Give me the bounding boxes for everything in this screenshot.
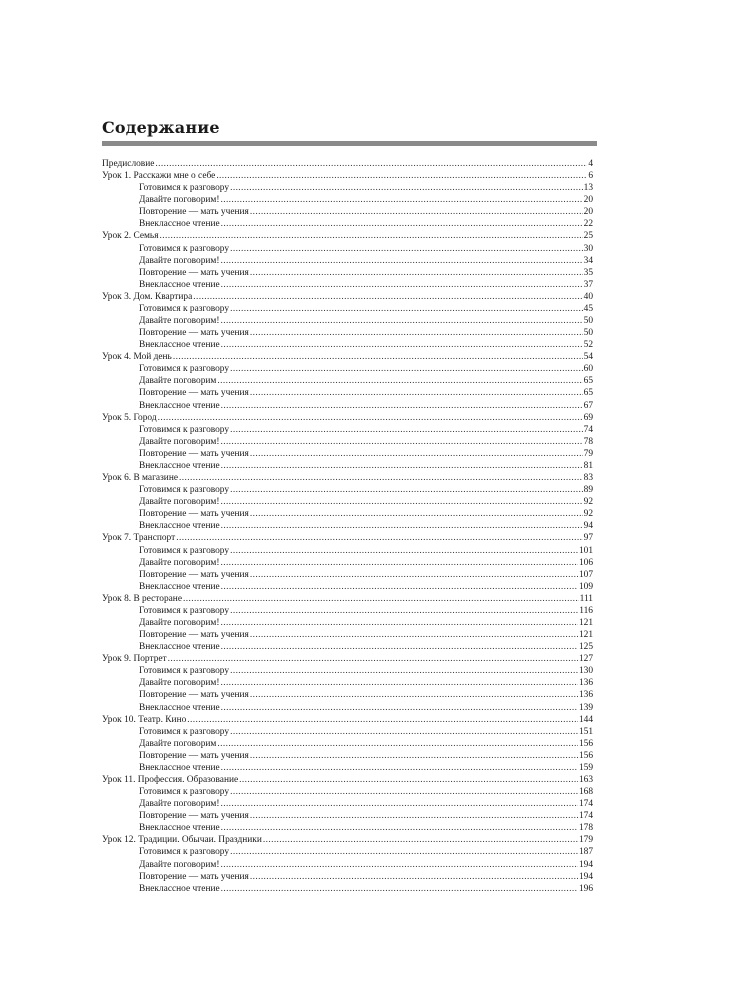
toc-page-number: 50 xyxy=(583,316,593,327)
toc-entry-label: Давайте поговорим xyxy=(139,738,217,749)
toc-dot-leader xyxy=(230,182,583,194)
toc-entry-label: Внеклассное чтение xyxy=(139,823,220,834)
toc-entry-label: Урок 6. В магазине xyxy=(102,473,178,484)
toc-dot-leader xyxy=(187,714,578,726)
toc-page-number: 159 xyxy=(578,762,593,773)
toc-entry-label: Предисловие xyxy=(102,159,155,169)
toc-entry-label: Готовимся к разговору xyxy=(139,847,230,858)
toc-entry-label: Повторение — мать учения xyxy=(139,750,249,761)
toc-entry-label: Готовимся к разговору xyxy=(139,424,230,435)
toc-dot-leader xyxy=(250,448,583,460)
toc-page-number: 178 xyxy=(578,823,593,834)
toc-entry-label: Повторение — мать учения xyxy=(139,267,249,278)
toc-dot-leader xyxy=(217,738,578,750)
toc-dot-leader xyxy=(220,798,577,810)
toc-dot-leader xyxy=(220,617,577,629)
toc-page-number: 50 xyxy=(583,328,593,339)
toc-subentry[interactable] xyxy=(102,750,593,762)
toc-subentry[interactable] xyxy=(102,846,593,858)
toc-page-number: 40 xyxy=(583,291,593,302)
toc-dot-leader xyxy=(179,472,583,484)
toc-entry-label: Внеклассное чтение xyxy=(139,642,220,653)
toc-entry-label: Урок 4. Мой день xyxy=(102,352,172,363)
toc-entry-label: Внеклассное чтение xyxy=(139,219,220,230)
toc-subentry[interactable] xyxy=(102,617,593,629)
toc-page-number: 136 xyxy=(578,690,593,701)
toc-page-number: 194 xyxy=(578,871,593,882)
toc-entry-label: Урок 8. В ресторане xyxy=(102,593,182,604)
toc-dot-leader xyxy=(230,363,583,375)
toc-entry-label: Внеклассное чтение xyxy=(139,340,220,351)
toc-page-number: 30 xyxy=(583,243,593,254)
toc-entry-label: Повторение — мать учения xyxy=(139,388,249,399)
toc-page-number: 163 xyxy=(578,774,593,785)
toc-dot-leader xyxy=(263,834,578,846)
toc-entry-label: Готовимся к разговору xyxy=(139,787,230,798)
toc-page-number: 144 xyxy=(578,714,593,725)
toc-lesson-entry[interactable] xyxy=(102,532,593,544)
toc-page-number: 20 xyxy=(583,195,593,206)
title-divider xyxy=(102,141,597,146)
toc-subentry[interactable] xyxy=(102,810,593,822)
toc-page-number: 151 xyxy=(578,726,593,737)
toc-page-number: 101 xyxy=(578,545,593,556)
toc-lesson-entry[interactable] xyxy=(102,158,593,170)
toc-subentry[interactable] xyxy=(102,243,593,255)
toc-page-number: 97 xyxy=(583,533,593,544)
toc-dot-leader xyxy=(230,605,578,617)
toc-page-number: 13 xyxy=(583,183,593,194)
toc-page-number: 79 xyxy=(583,448,593,459)
toc-lesson-entry[interactable] xyxy=(102,170,593,182)
toc-subentry[interactable] xyxy=(102,520,593,532)
toc-page-number: 139 xyxy=(578,702,593,713)
toc-page-number: 121 xyxy=(578,630,593,641)
toc-dot-leader xyxy=(160,230,583,242)
toc-dot-leader xyxy=(221,460,583,472)
toc-entry-label: Урок 7. Транспорт xyxy=(102,533,176,544)
toc-page-number: 111 xyxy=(579,593,593,604)
toc-dot-leader xyxy=(217,375,582,387)
toc-subentry[interactable] xyxy=(102,484,593,496)
toc-entry-label: Внеклассное чтение xyxy=(139,521,220,532)
toc-entry-label: Давайте поговорим! xyxy=(139,557,220,568)
toc-entry-label: Давайте поговорим! xyxy=(139,497,220,508)
toc-page-number: 54 xyxy=(583,352,593,363)
toc-subentry[interactable] xyxy=(102,871,593,883)
toc-page-number: 65 xyxy=(583,388,593,399)
toc-page-number: 89 xyxy=(583,485,593,496)
toc-entry-label: Урок 2. Семья xyxy=(102,231,159,242)
toc-entry-label: Внеклассное чтение xyxy=(139,400,220,411)
toc-page-number: 168 xyxy=(578,787,593,798)
toc-page-number: 74 xyxy=(583,424,593,435)
toc-subentry[interactable] xyxy=(102,798,593,810)
toc-entry-label: Давайте поговорим! xyxy=(139,436,220,447)
toc-lesson-entry[interactable] xyxy=(102,472,593,484)
toc-page-number: 37 xyxy=(583,279,593,290)
toc-entry-label: Готовимся к разговору xyxy=(139,243,230,254)
toc-subentry[interactable] xyxy=(102,194,593,206)
toc-dot-leader xyxy=(168,653,578,665)
toc-dot-leader xyxy=(230,243,583,255)
toc-dot-leader xyxy=(221,822,578,834)
toc-entry-label: Повторение — мать учения xyxy=(139,871,249,882)
toc-page-number: 121 xyxy=(578,617,593,628)
toc-lesson-entry[interactable] xyxy=(102,351,593,363)
toc-subentry[interactable] xyxy=(102,218,593,230)
toc-page-number: 107 xyxy=(578,569,593,580)
toc-subentry[interactable] xyxy=(102,677,593,689)
toc-page-number: 52 xyxy=(583,340,593,351)
toc-subentry[interactable] xyxy=(102,363,593,375)
toc-dot-leader xyxy=(250,689,578,701)
toc-page-number: 83 xyxy=(583,473,593,484)
toc-entry-label: Повторение — мать учения xyxy=(139,690,249,701)
toc-lesson-entry[interactable] xyxy=(102,834,593,846)
toc-entry-label: Урок 9. Портрет xyxy=(102,654,167,665)
toc-subentry[interactable] xyxy=(102,726,593,738)
toc-page-number: 125 xyxy=(578,642,593,653)
toc-dot-leader xyxy=(250,629,578,641)
toc-dot-leader xyxy=(221,581,578,593)
toc-entry-label: Внеклассное чтение xyxy=(139,460,220,471)
toc-subentry[interactable] xyxy=(102,255,593,267)
toc-dot-leader xyxy=(193,291,582,303)
toc-entry-label: Давайте поговорим! xyxy=(139,195,220,206)
toc-dot-leader xyxy=(155,158,587,170)
toc-subentry[interactable] xyxy=(102,182,593,194)
toc-dot-leader xyxy=(221,883,578,895)
toc-subentry[interactable] xyxy=(102,581,593,593)
toc-dot-leader xyxy=(230,303,583,315)
toc-dot-leader xyxy=(250,327,583,339)
toc-subentry[interactable] xyxy=(102,738,593,750)
toc-dot-leader xyxy=(230,545,578,557)
toc-entry-label: Урок 1. Расскажи мне о себе xyxy=(102,171,216,182)
toc-entry-label: Внеклассное чтение xyxy=(139,702,220,713)
toc-page-number: 92 xyxy=(583,509,593,520)
toc-page-number: 196 xyxy=(578,883,593,894)
toc-entry-label: Повторение — мать учения xyxy=(139,630,249,641)
toc-entry-label: Повторение — мать учения xyxy=(139,448,249,459)
toc-dot-leader xyxy=(220,255,582,267)
toc-dot-leader xyxy=(220,677,577,689)
toc-entry-label: Готовимся к разговору xyxy=(139,364,230,375)
toc-dot-leader xyxy=(221,641,578,653)
toc-subentry[interactable] xyxy=(102,762,593,774)
toc-dot-leader xyxy=(239,774,578,786)
toc-page-number: 81 xyxy=(583,460,593,471)
toc-dot-leader xyxy=(221,762,578,774)
toc-subentry[interactable] xyxy=(102,859,593,871)
toc-page-number: 136 xyxy=(578,678,593,689)
toc-dot-leader xyxy=(250,508,583,520)
toc-page-number: 60 xyxy=(583,364,593,375)
toc-dot-leader xyxy=(220,859,577,871)
toc-dot-leader xyxy=(230,665,578,677)
toc-dot-leader xyxy=(230,726,578,738)
toc-subentry[interactable] xyxy=(102,436,593,448)
toc-entry-label: Готовимся к разговору xyxy=(139,545,230,556)
toc-dot-leader xyxy=(221,702,578,714)
toc-page-number: 6 xyxy=(588,171,593,182)
toc-entry-label: Повторение — мать учения xyxy=(139,569,249,580)
toc-dot-leader xyxy=(230,786,578,798)
toc-page-number: 67 xyxy=(583,400,593,411)
toc-lesson-entry[interactable] xyxy=(102,291,593,303)
toc-dot-leader xyxy=(250,810,578,822)
toc-entry-label: Готовимся к разговору xyxy=(139,485,230,496)
toc-subentry[interactable] xyxy=(102,400,593,412)
toc-subentry[interactable] xyxy=(102,508,593,520)
toc-dot-leader xyxy=(250,871,578,883)
toc-entry-label: Давайте поговорим! xyxy=(139,255,220,266)
toc-subentry[interactable] xyxy=(102,822,593,834)
toc-subentry[interactable] xyxy=(102,786,593,798)
toc-subentry[interactable] xyxy=(102,267,593,279)
toc-entry-label: Внеклассное чтение xyxy=(139,279,220,290)
toc-entry-label: Готовимся к разговору xyxy=(139,183,230,194)
page-title: Содержание xyxy=(102,118,220,137)
toc-subentry[interactable] xyxy=(102,605,593,617)
toc-page-number: 94 xyxy=(583,521,593,532)
toc-dot-leader xyxy=(230,484,583,496)
toc-subentry[interactable] xyxy=(102,279,593,291)
toc-page-number: 25 xyxy=(583,231,593,242)
toc-subentry[interactable] xyxy=(102,387,593,399)
toc-page-number: 22 xyxy=(583,219,593,230)
toc-entry-label: Давайте поговорим! xyxy=(139,316,220,327)
toc-subentry[interactable] xyxy=(102,339,593,351)
toc-dot-leader xyxy=(216,170,587,182)
toc-entry-label: Повторение — мать учения xyxy=(139,811,249,822)
toc-entry-label: Внеклассное чтение xyxy=(139,883,220,894)
toc-page-number: 106 xyxy=(578,557,593,568)
toc-page-number: 194 xyxy=(578,859,593,870)
toc-page-number: 45 xyxy=(583,303,593,314)
toc-subentry[interactable] xyxy=(102,641,593,653)
toc-dot-leader xyxy=(230,424,583,436)
toc-subentry[interactable] xyxy=(102,327,593,339)
toc-subentry[interactable] xyxy=(102,883,593,895)
toc-entry-label: Внеклассное чтение xyxy=(139,581,220,592)
toc-entry-label: Урок 11. Профессия. Образование xyxy=(102,774,239,785)
toc-dot-leader xyxy=(173,351,583,363)
toc-entry-label: Урок 3. Дом. Квартира xyxy=(102,291,193,302)
toc-dot-leader xyxy=(221,339,583,351)
toc-subentry[interactable] xyxy=(102,702,593,714)
toc-dot-leader xyxy=(220,194,582,206)
toc-dot-leader xyxy=(250,387,583,399)
toc-entry-label: Повторение — мать учения xyxy=(139,207,249,218)
toc-subentry[interactable] xyxy=(102,206,593,218)
toc-subentry[interactable] xyxy=(102,424,593,436)
toc-entry-label: Урок 12. Традиции. Обычаи. Праздники xyxy=(102,835,262,846)
toc-lesson-entry[interactable] xyxy=(102,653,593,665)
toc-dot-leader xyxy=(220,436,582,448)
toc-entry-label: Давайте поговорим! xyxy=(139,678,220,689)
toc-subentry[interactable] xyxy=(102,569,593,581)
toc-dot-leader xyxy=(158,412,583,424)
toc-dot-leader xyxy=(221,218,583,230)
toc-subentry[interactable] xyxy=(102,315,593,327)
toc-page-number: 156 xyxy=(578,750,593,761)
toc-dot-leader xyxy=(176,532,582,544)
toc-page-number: 69 xyxy=(583,412,593,423)
toc-dot-leader xyxy=(221,400,583,412)
toc-entry-label: Давайте поговорим! xyxy=(139,799,220,810)
toc-page-number: 130 xyxy=(578,666,593,677)
toc-subentry[interactable] xyxy=(102,375,593,387)
toc-dot-leader xyxy=(220,315,582,327)
toc-entry-label: Урок 5. Город xyxy=(102,412,157,423)
toc-entry-label: Готовимся к разговору xyxy=(139,666,230,677)
toc-lesson-entry[interactable] xyxy=(102,412,593,424)
toc-subentry[interactable] xyxy=(102,689,593,701)
toc-page-number: 174 xyxy=(578,811,593,822)
toc-entry-label: Давайте поговорим! xyxy=(139,859,220,870)
toc-entry-label: Повторение — мать учения xyxy=(139,509,249,520)
toc-subentry[interactable] xyxy=(102,460,593,472)
toc-entry-label: Урок 10. Театр. Кино xyxy=(102,714,187,725)
table-of-contents xyxy=(102,158,593,895)
toc-lesson-entry[interactable] xyxy=(102,230,593,242)
toc-subentry[interactable] xyxy=(102,545,593,557)
toc-dot-leader xyxy=(221,520,583,532)
toc-dot-leader xyxy=(250,569,578,581)
toc-dot-leader xyxy=(250,206,583,218)
toc-entry-label: Внеклассное чтение xyxy=(139,762,220,773)
toc-dot-leader xyxy=(220,557,577,569)
toc-entry-label: Повторение — мать учения xyxy=(139,328,249,339)
toc-subentry[interactable] xyxy=(102,629,593,641)
toc-dot-leader xyxy=(183,593,579,605)
toc-page-number: 92 xyxy=(583,497,593,508)
toc-subentry[interactable] xyxy=(102,665,593,677)
toc-subentry[interactable] xyxy=(102,303,593,315)
toc-entry-label: Давайте поговорим! xyxy=(139,617,220,628)
toc-page-number: 179 xyxy=(578,835,593,846)
toc-lesson-entry[interactable] xyxy=(102,714,593,726)
toc-lesson-entry[interactable] xyxy=(102,593,593,605)
toc-page-number: 4 xyxy=(588,159,593,169)
toc-subentry[interactable] xyxy=(102,448,593,460)
toc-entry-label: Готовимся к разговору xyxy=(139,726,230,737)
toc-page-number: 34 xyxy=(583,255,593,266)
toc-entry-label: Давайте поговорим xyxy=(139,376,217,387)
toc-page-number: 127 xyxy=(578,654,593,665)
toc-page-number: 20 xyxy=(583,207,593,218)
toc-page-number: 116 xyxy=(579,605,593,616)
toc-entry-label: Готовимся к разговору xyxy=(139,303,230,314)
toc-page-number: 187 xyxy=(578,847,593,858)
toc-page-number: 78 xyxy=(583,436,593,447)
toc-subentry[interactable] xyxy=(102,557,593,569)
toc-subentry[interactable] xyxy=(102,496,593,508)
toc-dot-leader xyxy=(220,496,582,508)
toc-entry-label: Готовимся к разговору xyxy=(139,605,230,616)
toc-page-number: 65 xyxy=(583,376,593,387)
toc-page-number: 156 xyxy=(578,738,593,749)
toc-dot-leader xyxy=(221,279,583,291)
toc-page-number: 35 xyxy=(583,267,593,278)
toc-dot-leader xyxy=(230,846,578,858)
toc-page-number: 174 xyxy=(578,799,593,810)
toc-dot-leader xyxy=(250,750,578,762)
toc-dot-leader xyxy=(250,267,583,279)
toc-page-number: 109 xyxy=(578,581,593,592)
toc-lesson-entry[interactable] xyxy=(102,774,593,786)
